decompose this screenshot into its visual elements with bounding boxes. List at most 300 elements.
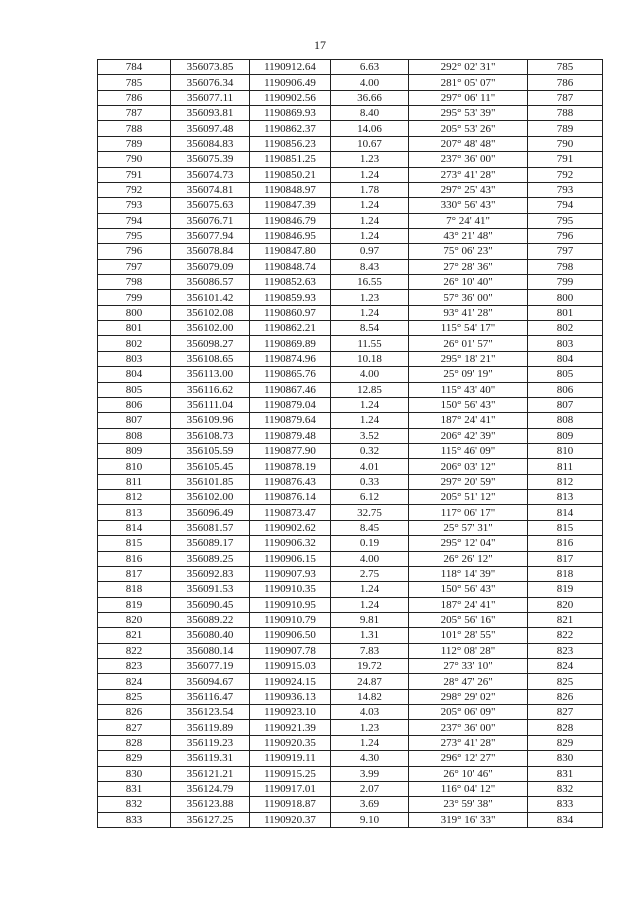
table-body <box>98 60 603 828</box>
point-number-cell: 811 <box>98 474 171 489</box>
x-coordinate-cell: 356080.14 <box>171 643 250 658</box>
table-row <box>98 367 603 382</box>
bearing-cell: 330° 56' 43" <box>409 198 528 213</box>
bearing-cell: 26° 01' 57" <box>409 336 528 351</box>
distance-cell: 1.24 <box>331 413 409 428</box>
y-coordinate-cell: 1190873.47 <box>250 505 331 520</box>
table-row <box>98 659 603 674</box>
next-point-number-cell: 820 <box>528 597 603 612</box>
x-coordinate-cell: 356090.45 <box>171 597 250 612</box>
next-point-number-cell: 834 <box>528 812 603 827</box>
next-point-number-cell: 813 <box>528 490 603 505</box>
bearing-cell: 43° 21' 48" <box>409 228 528 243</box>
table-row <box>98 106 603 121</box>
table-row <box>98 244 603 259</box>
table-row <box>98 689 603 704</box>
point-number-cell: 796 <box>98 244 171 259</box>
distance-cell: 1.24 <box>331 167 409 182</box>
y-coordinate-cell: 1190915.03 <box>250 659 331 674</box>
table-row <box>98 705 603 720</box>
table-row <box>98 612 603 627</box>
point-number-cell: 818 <box>98 582 171 597</box>
point-number-cell: 820 <box>98 612 171 627</box>
table-row <box>98 551 603 566</box>
distance-cell: 3.52 <box>331 428 409 443</box>
point-number-cell: 812 <box>98 490 171 505</box>
distance-cell: 19.72 <box>331 659 409 674</box>
distance-cell: 1.24 <box>331 582 409 597</box>
point-number-cell: 827 <box>98 720 171 735</box>
y-coordinate-cell: 1190876.14 <box>250 490 331 505</box>
point-number-cell: 804 <box>98 367 171 382</box>
bearing-cell: 297° 20' 59" <box>409 474 528 489</box>
y-coordinate-cell: 1190917.01 <box>250 781 331 796</box>
table-row <box>98 674 603 689</box>
x-coordinate-cell: 356086.57 <box>171 275 250 290</box>
distance-cell: 8.45 <box>331 520 409 535</box>
point-number-cell: 815 <box>98 536 171 551</box>
distance-cell: 4.30 <box>331 751 409 766</box>
x-coordinate-cell: 356108.65 <box>171 351 250 366</box>
point-number-cell: 825 <box>98 689 171 704</box>
next-point-number-cell: 811 <box>528 459 603 474</box>
y-coordinate-cell: 1190865.76 <box>250 367 331 382</box>
next-point-number-cell: 795 <box>528 213 603 228</box>
point-number-cell: 833 <box>98 812 171 827</box>
bearing-cell: 26° 26' 12" <box>409 551 528 566</box>
y-coordinate-cell: 1190874.96 <box>250 351 331 366</box>
table-row <box>98 597 603 612</box>
bearing-cell: 57° 36' 00" <box>409 290 528 305</box>
distance-cell: 11.55 <box>331 336 409 351</box>
x-coordinate-cell: 356092.83 <box>171 566 250 581</box>
x-coordinate-cell: 356077.11 <box>171 90 250 105</box>
table-row <box>98 60 603 75</box>
distance-cell: 32.75 <box>331 505 409 520</box>
bearing-cell: 115° 54' 17" <box>409 321 528 336</box>
next-point-number-cell: 800 <box>528 290 603 305</box>
distance-cell: 8.40 <box>331 106 409 121</box>
x-coordinate-cell: 356076.34 <box>171 75 250 90</box>
bearing-cell: 117° 06' 17" <box>409 505 528 520</box>
table-row <box>98 90 603 105</box>
distance-cell: 16.55 <box>331 275 409 290</box>
next-point-number-cell: 799 <box>528 275 603 290</box>
distance-cell: 12.85 <box>331 382 409 397</box>
point-number-cell: 821 <box>98 628 171 643</box>
next-point-number-cell: 833 <box>528 797 603 812</box>
next-point-number-cell: 789 <box>528 121 603 136</box>
point-number-cell: 817 <box>98 566 171 581</box>
next-point-number-cell: 797 <box>528 244 603 259</box>
x-coordinate-cell: 356123.88 <box>171 797 250 812</box>
bearing-cell: 297° 06' 11" <box>409 90 528 105</box>
point-number-cell: 829 <box>98 751 171 766</box>
next-point-number-cell: 816 <box>528 536 603 551</box>
bearing-cell: 112° 08' 28" <box>409 643 528 658</box>
bearing-cell: 273° 41' 28" <box>409 735 528 750</box>
y-coordinate-cell: 1190848.74 <box>250 259 331 274</box>
distance-cell: 14.82 <box>331 689 409 704</box>
distance-cell: 36.66 <box>331 90 409 105</box>
y-coordinate-cell: 1190869.93 <box>250 106 331 121</box>
table-row <box>98 735 603 750</box>
next-point-number-cell: 807 <box>528 397 603 412</box>
x-coordinate-cell: 356105.45 <box>171 459 250 474</box>
point-number-cell: 791 <box>98 167 171 182</box>
bearing-cell: 118° 14' 39" <box>409 566 528 581</box>
next-point-number-cell: 810 <box>528 443 603 458</box>
bearing-cell: 295° 12' 04" <box>409 536 528 551</box>
distance-cell: 0.19 <box>331 536 409 551</box>
next-point-number-cell: 809 <box>528 428 603 443</box>
next-point-number-cell: 830 <box>528 751 603 766</box>
y-coordinate-cell: 1190906.32 <box>250 536 331 551</box>
next-point-number-cell: 808 <box>528 413 603 428</box>
table-row <box>98 797 603 812</box>
y-coordinate-cell: 1190879.04 <box>250 397 331 412</box>
y-coordinate-cell: 1190920.37 <box>250 812 331 827</box>
next-point-number-cell: 817 <box>528 551 603 566</box>
next-point-number-cell: 798 <box>528 259 603 274</box>
table-row <box>98 75 603 90</box>
next-point-number-cell: 818 <box>528 566 603 581</box>
table-row <box>98 628 603 643</box>
table-row <box>98 720 603 735</box>
distance-cell: 7.83 <box>331 643 409 658</box>
x-coordinate-cell: 356098.27 <box>171 336 250 351</box>
y-coordinate-cell: 1190848.97 <box>250 182 331 197</box>
table-row <box>98 781 603 796</box>
point-number-cell: 799 <box>98 290 171 305</box>
table-row <box>98 152 603 167</box>
bearing-cell: 281° 05' 07" <box>409 75 528 90</box>
x-coordinate-cell: 356119.23 <box>171 735 250 750</box>
next-point-number-cell: 822 <box>528 628 603 643</box>
next-point-number-cell: 829 <box>528 735 603 750</box>
y-coordinate-cell: 1190902.62 <box>250 520 331 535</box>
next-point-number-cell: 814 <box>528 505 603 520</box>
bearing-cell: 187° 24' 41" <box>409 413 528 428</box>
point-number-cell: 814 <box>98 520 171 535</box>
distance-cell: 1.24 <box>331 213 409 228</box>
x-coordinate-cell: 356097.48 <box>171 121 250 136</box>
distance-cell: 14.06 <box>331 121 409 136</box>
x-coordinate-cell: 356076.71 <box>171 213 250 228</box>
next-point-number-cell: 790 <box>528 136 603 151</box>
distance-cell: 4.01 <box>331 459 409 474</box>
y-coordinate-cell: 1190919.11 <box>250 751 331 766</box>
x-coordinate-cell: 356102.08 <box>171 305 250 320</box>
point-number-cell: 803 <box>98 351 171 366</box>
y-coordinate-cell: 1190847.80 <box>250 244 331 259</box>
x-coordinate-cell: 356089.25 <box>171 551 250 566</box>
distance-cell: 1.24 <box>331 228 409 243</box>
table-row <box>98 520 603 535</box>
bearing-cell: 27° 28' 36" <box>409 259 528 274</box>
y-coordinate-cell: 1190876.43 <box>250 474 331 489</box>
x-coordinate-cell: 356089.22 <box>171 612 250 627</box>
x-coordinate-cell: 356113.00 <box>171 367 250 382</box>
x-coordinate-cell: 356080.40 <box>171 628 250 643</box>
point-number-cell: 832 <box>98 797 171 812</box>
table-row <box>98 136 603 151</box>
bearing-cell: 26° 10' 40" <box>409 275 528 290</box>
bearing-cell: 75° 06' 23" <box>409 244 528 259</box>
next-point-number-cell: 793 <box>528 182 603 197</box>
y-coordinate-cell: 1190921.39 <box>250 720 331 735</box>
next-point-number-cell: 821 <box>528 612 603 627</box>
table-row <box>98 505 603 520</box>
bearing-cell: 25° 09' 19" <box>409 367 528 382</box>
x-coordinate-cell: 356089.17 <box>171 536 250 551</box>
y-coordinate-cell: 1190846.79 <box>250 213 331 228</box>
point-number-cell: 786 <box>98 90 171 105</box>
x-coordinate-cell: 356127.25 <box>171 812 250 827</box>
y-coordinate-cell: 1190869.89 <box>250 336 331 351</box>
y-coordinate-cell: 1190856.23 <box>250 136 331 151</box>
distance-cell: 4.00 <box>331 367 409 382</box>
y-coordinate-cell: 1190879.48 <box>250 428 331 443</box>
table-row <box>98 259 603 274</box>
point-number-cell: 830 <box>98 766 171 781</box>
distance-cell: 24.87 <box>331 674 409 689</box>
table-row <box>98 213 603 228</box>
point-number-cell: 808 <box>98 428 171 443</box>
point-number-cell: 831 <box>98 781 171 796</box>
y-coordinate-cell: 1190936.13 <box>250 689 331 704</box>
distance-cell: 1.24 <box>331 397 409 412</box>
y-coordinate-cell: 1190923.10 <box>250 705 331 720</box>
y-coordinate-cell: 1190915.25 <box>250 766 331 781</box>
x-coordinate-cell: 356075.63 <box>171 198 250 213</box>
table-row <box>98 321 603 336</box>
point-number-cell: 792 <box>98 182 171 197</box>
y-coordinate-cell: 1190846.95 <box>250 228 331 243</box>
y-coordinate-cell: 1190877.90 <box>250 443 331 458</box>
bearing-cell: 205° 53' 26" <box>409 121 528 136</box>
y-coordinate-cell: 1190918.87 <box>250 797 331 812</box>
next-point-number-cell: 785 <box>528 60 603 75</box>
bearing-cell: 297° 25' 43" <box>409 182 528 197</box>
next-point-number-cell: 819 <box>528 582 603 597</box>
x-coordinate-cell: 356073.85 <box>171 60 250 75</box>
table-row <box>98 182 603 197</box>
table-row <box>98 290 603 305</box>
distance-cell: 3.69 <box>331 797 409 812</box>
distance-cell: 3.99 <box>331 766 409 781</box>
point-number-cell: 784 <box>98 60 171 75</box>
bearing-cell: 207° 48' 48" <box>409 136 528 151</box>
y-coordinate-cell: 1190878.19 <box>250 459 331 474</box>
next-point-number-cell: 803 <box>528 336 603 351</box>
distance-cell: 1.23 <box>331 152 409 167</box>
next-point-number-cell: 792 <box>528 167 603 182</box>
x-coordinate-cell: 356101.85 <box>171 474 250 489</box>
distance-cell: 1.24 <box>331 198 409 213</box>
point-number-cell: 810 <box>98 459 171 474</box>
table-row <box>98 397 603 412</box>
y-coordinate-cell: 1190924.15 <box>250 674 331 689</box>
bearing-cell: 115° 43' 40" <box>409 382 528 397</box>
bearing-cell: 28° 47' 26" <box>409 674 528 689</box>
x-coordinate-cell: 356101.42 <box>171 290 250 305</box>
y-coordinate-cell: 1190862.21 <box>250 321 331 336</box>
y-coordinate-cell: 1190906.49 <box>250 75 331 90</box>
distance-cell: 0.33 <box>331 474 409 489</box>
next-point-number-cell: 812 <box>528 474 603 489</box>
point-number-cell: 790 <box>98 152 171 167</box>
distance-cell: 0.32 <box>331 443 409 458</box>
y-coordinate-cell: 1190906.15 <box>250 551 331 566</box>
x-coordinate-cell: 356108.73 <box>171 428 250 443</box>
x-coordinate-cell: 356121.21 <box>171 766 250 781</box>
point-number-cell: 819 <box>98 597 171 612</box>
x-coordinate-cell: 356096.49 <box>171 505 250 520</box>
distance-cell: 9.10 <box>331 812 409 827</box>
table-row <box>98 305 603 320</box>
distance-cell: 10.67 <box>331 136 409 151</box>
table-row <box>98 766 603 781</box>
bearing-cell: 115° 46' 09" <box>409 443 528 458</box>
x-coordinate-cell: 356119.31 <box>171 751 250 766</box>
table-row <box>98 566 603 581</box>
point-number-cell: 794 <box>98 213 171 228</box>
x-coordinate-cell: 356111.04 <box>171 397 250 412</box>
point-number-cell: 826 <box>98 705 171 720</box>
bearing-cell: 295° 18' 21" <box>409 351 528 366</box>
table-row <box>98 490 603 505</box>
point-number-cell: 800 <box>98 305 171 320</box>
point-number-cell: 789 <box>98 136 171 151</box>
y-coordinate-cell: 1190906.50 <box>250 628 331 643</box>
distance-cell: 8.54 <box>331 321 409 336</box>
table-row <box>98 228 603 243</box>
point-number-cell: 788 <box>98 121 171 136</box>
point-number-cell: 813 <box>98 505 171 520</box>
table-row <box>98 382 603 397</box>
table-row <box>98 413 603 428</box>
table-row <box>98 459 603 474</box>
table-row <box>98 428 603 443</box>
x-coordinate-cell: 356078.84 <box>171 244 250 259</box>
distance-cell: 1.31 <box>331 628 409 643</box>
distance-cell: 1.24 <box>331 305 409 320</box>
x-coordinate-cell: 356123.54 <box>171 705 250 720</box>
next-point-number-cell: 806 <box>528 382 603 397</box>
distance-cell: 1.23 <box>331 290 409 305</box>
bearing-cell: 23° 59' 38" <box>409 797 528 812</box>
bearing-cell: 150° 56' 43" <box>409 582 528 597</box>
distance-cell: 4.03 <box>331 705 409 720</box>
x-coordinate-cell: 356093.81 <box>171 106 250 121</box>
x-coordinate-cell: 356094.67 <box>171 674 250 689</box>
y-coordinate-cell: 1190902.56 <box>250 90 331 105</box>
table-row <box>98 443 603 458</box>
bearing-cell: 273° 41' 28" <box>409 167 528 182</box>
point-number-cell: 798 <box>98 275 171 290</box>
next-point-number-cell: 804 <box>528 351 603 366</box>
y-coordinate-cell: 1190879.64 <box>250 413 331 428</box>
bearing-cell: 187° 24' 41" <box>409 597 528 612</box>
bearing-cell: 237° 36' 00" <box>409 720 528 735</box>
distance-cell: 0.97 <box>331 244 409 259</box>
point-number-cell: 805 <box>98 382 171 397</box>
y-coordinate-cell: 1190850.21 <box>250 167 331 182</box>
point-number-cell: 806 <box>98 397 171 412</box>
point-number-cell: 824 <box>98 674 171 689</box>
point-number-cell: 822 <box>98 643 171 658</box>
point-number-cell: 801 <box>98 321 171 336</box>
next-point-number-cell: 794 <box>528 198 603 213</box>
bearing-cell: 206° 42' 39" <box>409 428 528 443</box>
distance-cell: 4.00 <box>331 551 409 566</box>
bearing-cell: 7° 24' 41" <box>409 213 528 228</box>
bearing-cell: 319° 16' 33" <box>409 812 528 827</box>
distance-cell: 8.43 <box>331 259 409 274</box>
table-row <box>98 643 603 658</box>
bearing-cell: 205° 51' 12" <box>409 490 528 505</box>
next-point-number-cell: 805 <box>528 367 603 382</box>
table-row <box>98 582 603 597</box>
next-point-number-cell: 828 <box>528 720 603 735</box>
table-row <box>98 474 603 489</box>
x-coordinate-cell: 356102.00 <box>171 321 250 336</box>
y-coordinate-cell: 1190847.39 <box>250 198 331 213</box>
y-coordinate-cell: 1190862.37 <box>250 121 331 136</box>
distance-cell: 2.07 <box>331 781 409 796</box>
x-coordinate-cell: 356105.59 <box>171 443 250 458</box>
table-row <box>98 275 603 290</box>
distance-cell: 6.63 <box>331 60 409 75</box>
y-coordinate-cell: 1190852.63 <box>250 275 331 290</box>
bearing-cell: 26° 10' 46" <box>409 766 528 781</box>
bearing-cell: 116° 04' 12" <box>409 781 528 796</box>
y-coordinate-cell: 1190867.46 <box>250 382 331 397</box>
x-coordinate-cell: 356116.47 <box>171 689 250 704</box>
bearing-cell: 237° 36' 00" <box>409 152 528 167</box>
distance-cell: 1.78 <box>331 182 409 197</box>
x-coordinate-cell: 356084.83 <box>171 136 250 151</box>
next-point-number-cell: 802 <box>528 321 603 336</box>
next-point-number-cell: 787 <box>528 90 603 105</box>
point-number-cell: 795 <box>98 228 171 243</box>
bearing-cell: 205° 56' 16" <box>409 612 528 627</box>
next-point-number-cell: 788 <box>528 106 603 121</box>
next-point-number-cell: 823 <box>528 643 603 658</box>
coordinate-table <box>97 59 603 828</box>
x-coordinate-cell: 356109.96 <box>171 413 250 428</box>
bearing-cell: 27° 33' 10" <box>409 659 528 674</box>
x-coordinate-cell: 356074.81 <box>171 182 250 197</box>
point-number-cell: 816 <box>98 551 171 566</box>
next-point-number-cell: 827 <box>528 705 603 720</box>
next-point-number-cell: 826 <box>528 689 603 704</box>
table-row <box>98 751 603 766</box>
x-coordinate-cell: 356124.79 <box>171 781 250 796</box>
y-coordinate-cell: 1190910.95 <box>250 597 331 612</box>
point-number-cell: 823 <box>98 659 171 674</box>
next-point-number-cell: 832 <box>528 781 603 796</box>
y-coordinate-cell: 1190859.93 <box>250 290 331 305</box>
next-point-number-cell: 786 <box>528 75 603 90</box>
x-coordinate-cell: 356077.94 <box>171 228 250 243</box>
next-point-number-cell: 815 <box>528 520 603 535</box>
y-coordinate-cell: 1190907.78 <box>250 643 331 658</box>
bearing-cell: 292° 02' 31" <box>409 60 528 75</box>
distance-cell: 10.18 <box>331 351 409 366</box>
next-point-number-cell: 824 <box>528 659 603 674</box>
